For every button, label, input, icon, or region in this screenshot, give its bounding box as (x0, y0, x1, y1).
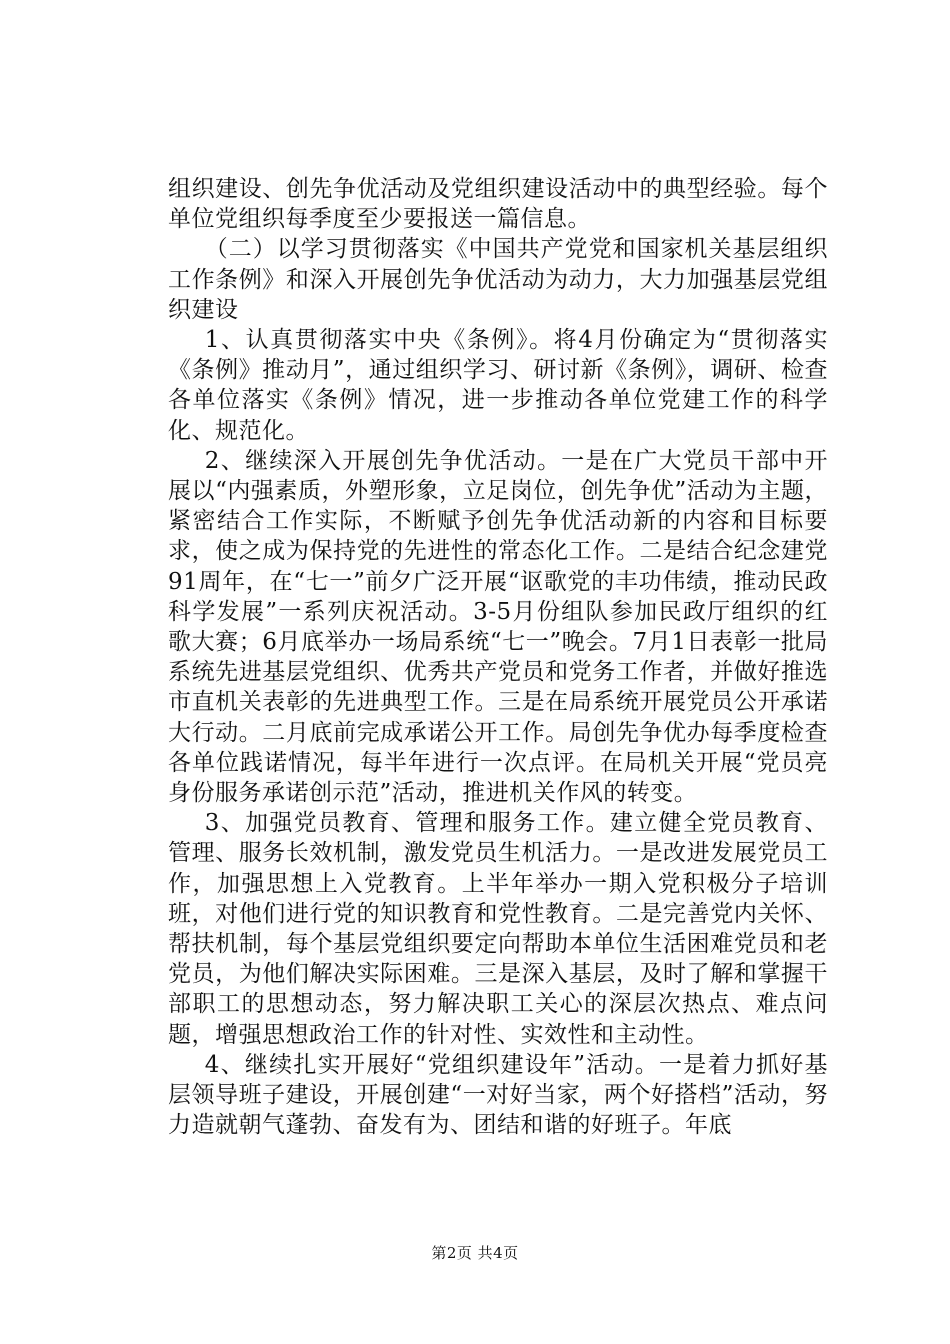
page-footer: 第2页 共4页 (431, 1244, 519, 1262)
paragraph-item-1: 1、认真贯彻落实中央《条例》。将4月份确定为“贯彻落实《条例》推动月”，通过组织学习、研讨新《条例》，调研、检查各单位落实《条例》情况，进一步推动各单位党建工作的科学化、规范化。 (168, 327, 828, 444)
section-heading: （二）以学习贯彻落实《中国共产党党和国家机关基层组织工作条例》和深入开展创先争优活动为动力，大力加强基层党组织建设 (168, 236, 828, 323)
paragraph-item-2: 2、继续深入开展创先争优活动。一是在广大党员干部中开展以“内强素质，外塑形象，立足岗位，创先争优”活动为主题，紧密结合工作实际，不断赋予创先争优活动新的内容和目标要求，使之成为保持党的先进性的常态化工作。二是结合纪念建党91周年，在“七一”前夕广泛开展“讴歌党的丰功伟绩，推动民政科学发展”一系列庆祝活动。3-5月份组队参加民政厅组织的红歌大赛；6月底举办一场局系统“七一”晚会。7月1日表彰一批局系统先进基层党组织、优秀共产党员和党务工作者，并做好推选市直机关表彰的先进典型工作。三是在局系统开展党员公开承诺大行动。二月底前完成承诺公开工作。局创先争优办每季度检查各单位践诺情况，每半年进行一次点评。在局机关开展“党员亮身份服务承诺创示范”活动，推进机关作风的转变。 (168, 447, 828, 807)
paragraph-continuation: 组织建设、创先争优活动及党组织建设活动中的典型经验。每个单位党组织每季度至少要报送一篇信息。 (168, 176, 828, 233)
paragraph-item-3: 3、加强党员教育、管理和服务工作。建立健全党员教育、管理、服务长效机制，激发党员生机活力。一是改进发展党员工作，加强思想上入党教育。上半年举办一期入党积极分子培训班，对他们进行党的知识教育和党性教育。二是完善党内关怀、帮扶机制，每个基层党组织要定向帮助本单位生活困难党员和老党员，为他们解决实际困难。三是深入基层，及时了解和掌握干部职工的思想动态，努力解决职工关心的深层次热点、难点问题，增强思想政治工作的针对性、实效性和主动性。 (168, 810, 828, 1048)
paragraph-item-4: 4、继续扎实开展好“党组织建设年”活动。一是着力抓好基层领导班子建设，开展创建“一对好当家，两个好搭档”活动，努力造就朝气蓬勃、奋发有为、团结和谐的好班子。年底 (168, 1051, 828, 1139)
document-body (168, 174, 828, 1141)
